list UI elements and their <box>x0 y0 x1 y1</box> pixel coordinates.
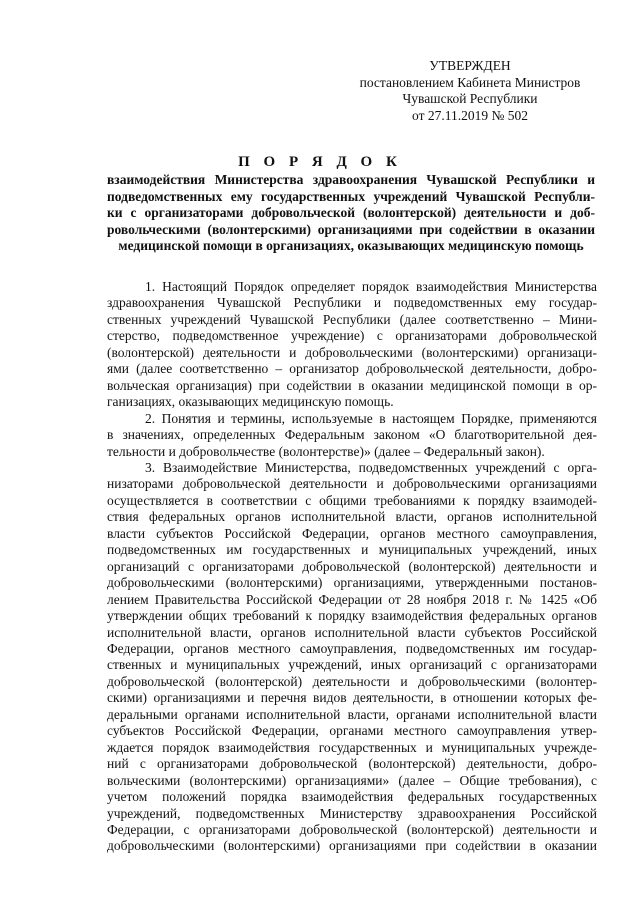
body-line: учреждений, подведомственных Министерству здравоохранения Российской <box>107 805 597 821</box>
body-line: добровольческой (волонтерской) деятельности и добровольческими (волонтер- <box>107 673 597 689</box>
body-line: ственных учреждений Чувашской Республики (далее соответственно – Мини- <box>107 311 597 327</box>
body-line: тельности и добровольчестве (волонтерстве)» (далее – Федеральный закон). <box>107 443 545 459</box>
body-line: здравоохранения Чувашской Республики и подведомственных ему государ- <box>107 295 597 311</box>
body-line: ждается порядок взаимодействия государственных и муниципальных учрежде- <box>107 739 597 755</box>
body-line: скими) организациями и перечня видов деятельности, в отношении которых фе- <box>107 690 597 706</box>
subtitle-line: ровольческими (волонтерскими) организациями при содействии в оказании <box>107 221 595 237</box>
body-line: в значениях, определенных Федеральным законом «О благотворительной дея- <box>107 427 597 443</box>
body-line: субъектов Российской Федерации, органами местного самоуправления утвер- <box>107 723 597 739</box>
body-line: исполнительной власти, органов исполнительной власти субъектов Российской <box>107 624 597 640</box>
body-line: учетом положений порядка взаимодействия федеральных государственных <box>107 789 597 805</box>
body-line: вольческая организация) при содействии в оказании медицинской помощи в ор- <box>107 377 597 393</box>
body-line: 2. Понятия и термины, используемые в настоящем Порядке, применяются <box>145 410 597 426</box>
body-line: утверждении общих требований к порядку взаимодействия федеральных органов <box>107 608 597 624</box>
body-line: власти субъектов Российской Федерации, органов местного самоуправления, <box>107 525 597 541</box>
approval-heading: УТВЕРЖДЕН <box>429 58 511 73</box>
body-line: 1. Настоящий Порядок определяет порядок взаимодействия Министерства <box>145 279 597 294</box>
body-line: добровольческими (волонтерскими) организациями, утвержденными постанов- <box>107 575 597 591</box>
body-line: подведомственных им государственных и муниципальных учреждений, иных <box>107 542 597 558</box>
body-line: (волонтерской) деятельности и добровольческими (волонтерскими) организаци- <box>107 344 597 360</box>
body-line: осуществляется в соответствии с общими требованиями к порядку взаимодей- <box>107 492 597 508</box>
approval-date-number: от 27.11.2019 № 502 <box>412 107 528 123</box>
approval-line: постановлением Кабинета Министров <box>359 74 581 90</box>
subtitle-line: ки с организаторами добровольческой (волонтерской) деятельности и доб- <box>107 205 595 221</box>
approval-stamp <box>340 58 600 124</box>
body-line: 3. Взаимодействие Министерства, подведомственных учреждений с орга- <box>145 459 597 475</box>
subtitle-line: медицинской помощи в организациях, оказывающих медицинскую помощь <box>118 238 584 254</box>
subtitle-line: подведомственных ему государственных учреждений Чувашской Республи- <box>107 188 595 204</box>
subtitle-line: взаимодействия Министерства здравоохранения Чувашской Республики и <box>107 172 595 187</box>
body-line: добровольческими (волонтерскими) организациями при содействии в оказании <box>107 838 597 854</box>
document-body <box>107 279 597 855</box>
body-line: ний с организаторами добровольческой (волонтерской) деятельности, добро- <box>107 756 597 772</box>
body-line: низаторами добровольческой деятельности и добровольческими организациями <box>107 476 597 492</box>
body-line: ганизациях, оказывающих медицинскую помощь. <box>107 394 394 410</box>
document-subtitle <box>107 172 595 255</box>
body-line: Федерации, с организаторами добровольческой (волонтерской) деятельности и <box>107 821 597 837</box>
body-line: ствия федеральных органов исполнительной власти, органов исполнительной <box>107 509 597 525</box>
body-line: Федерации, органов местного самоуправления, подведомственных им государ- <box>107 640 597 656</box>
body-line: ями (далее соответственно – организатор добровольческой деятельности, добро- <box>107 361 597 377</box>
body-line: вольческими (волонтерскими) организациями» (далее – Общие требования), с <box>107 772 597 788</box>
document-title: П О Р Я Д О К <box>238 154 402 170</box>
approval-line: Чувашской Республики <box>402 91 538 106</box>
body-line: стерство, подведомственное учреждение) с организаторами добровольческой <box>107 328 597 344</box>
body-line: ственных и муниципальных учреждений, иных организаций с организаторами <box>107 657 597 673</box>
body-line: лением Правительства Российской Федерации от 28 ноября 2018 г. № 1425 «Об <box>107 591 597 607</box>
body-line: деральными органами исполнительной власти, органами исполнительной власти <box>107 706 597 722</box>
body-line: организаций с организаторами добровольческой (волонтерской) деятельности и <box>107 558 597 574</box>
